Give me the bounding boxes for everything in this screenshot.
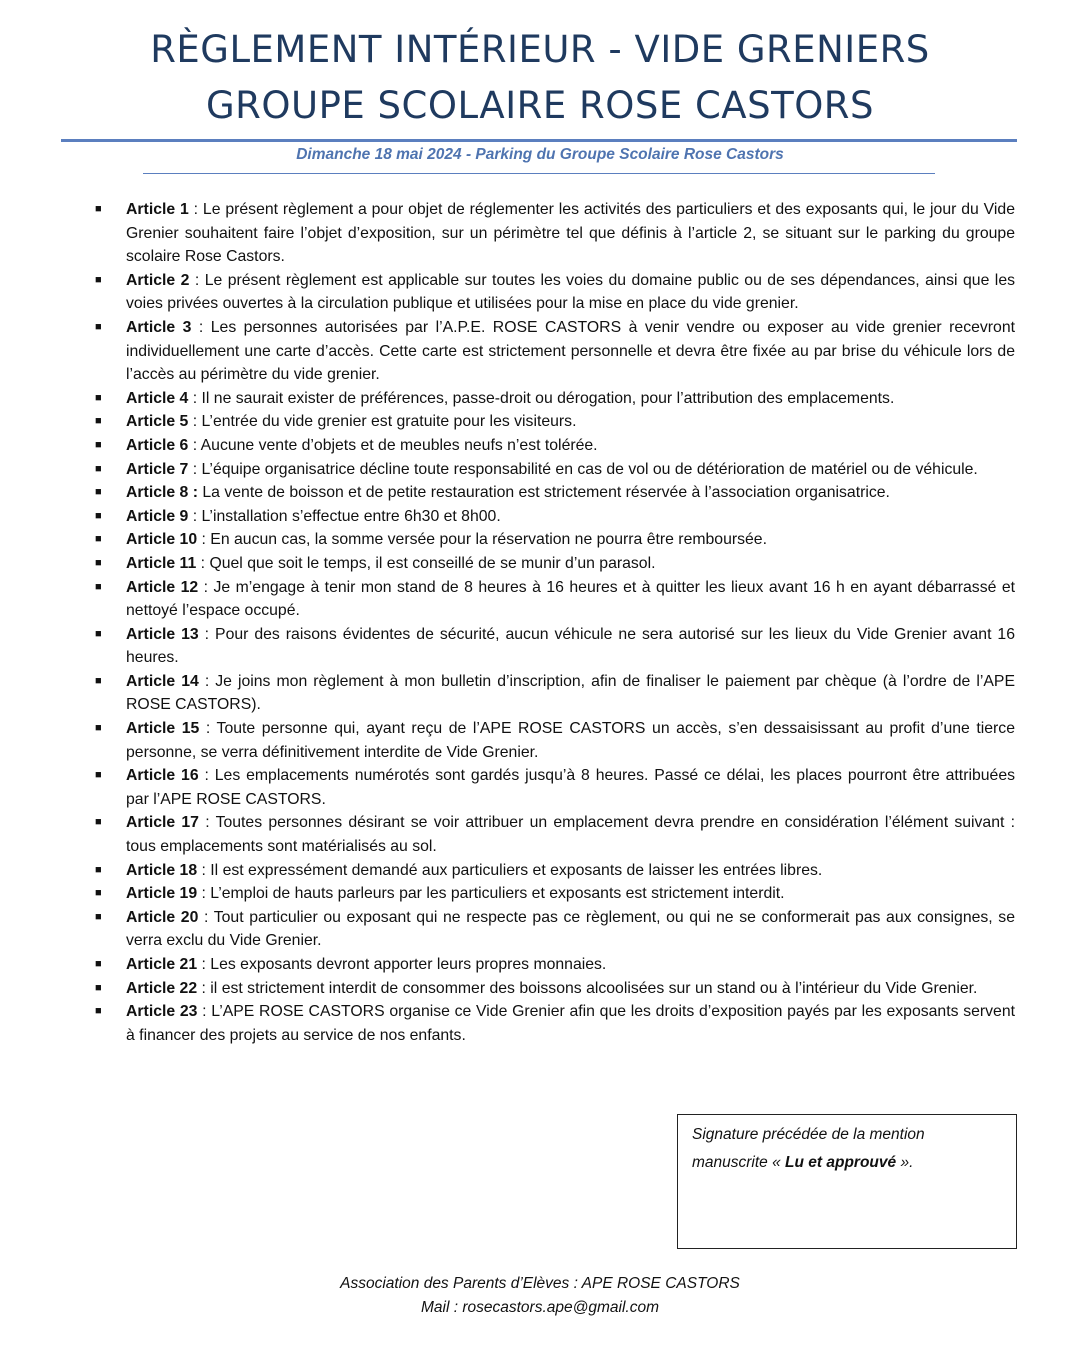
square-bullet-icon: ■ xyxy=(95,981,102,994)
article-item xyxy=(95,670,1016,717)
article-label: Article 4 xyxy=(126,389,189,407)
article-label: Article 2 xyxy=(126,271,190,289)
event-date-location-subtitle: Dimanche 18 mai 2024 - Parking du Groupe Scolaire Rose Castors xyxy=(296,146,784,163)
article-item xyxy=(95,576,1016,623)
article-item xyxy=(95,434,1015,458)
article-item xyxy=(95,458,1015,482)
signature-instruction-line-1: Signature précédée de la mention xyxy=(692,1126,925,1143)
article-text: Les personnes autorisées par l’A.P.E. ROSE CASTORS à venir vendre ou exposer au vide grenier recevront individuellement une carte d’accès. Cette carte est strictement personnelle et devra être fixée au par brise du véhicule lors de l’accès au périmètre du vide grenier. xyxy=(126,318,1015,384)
article-separator: : xyxy=(198,767,215,785)
article-item xyxy=(95,977,1015,1001)
square-bullet-icon: ■ xyxy=(95,958,102,970)
square-bullet-icon: ■ xyxy=(95,462,102,475)
article-separator: : xyxy=(191,318,211,336)
title-underline-divider xyxy=(61,139,1017,142)
article-label: Article 3 xyxy=(126,318,192,336)
article-item xyxy=(95,410,1015,434)
square-bullet-icon: ■ xyxy=(95,910,102,923)
square-bullet-icon: ■ xyxy=(95,722,102,735)
article-text: L’emploi de hauts parleurs par les particuliers et exposants est strictement interdit. xyxy=(210,885,785,903)
footer-association: Association des Parents d’Elèves : APE ROSE CASTORS xyxy=(340,1275,740,1292)
article-text: Les emplacements numérotés sont gardés jusqu’à 8 heures. Passé ce délai, les places pourront être attribuées par l’APE ROSE CASTORS. xyxy=(126,767,1015,808)
square-bullet-icon: ■ xyxy=(95,674,102,687)
article-text: Il ne saurait exister de préférences, passe-droit ou dérogation, pour l’attribution des emplacements. xyxy=(201,389,895,407)
article-separator: : xyxy=(198,814,216,832)
square-bullet-icon: ■ xyxy=(95,533,102,546)
article-label: Article 15 xyxy=(126,720,200,738)
article-text: L’installation s’effectue entre 6h30 et 8h00. xyxy=(201,507,501,525)
article-item xyxy=(95,623,1015,670)
article-label: Article 13 xyxy=(126,625,199,643)
square-bullet-icon: ■ xyxy=(95,580,102,593)
article-separator: : xyxy=(188,460,202,478)
article-item xyxy=(95,1000,1016,1047)
article-label: Article 21 xyxy=(126,956,198,973)
article-label: Article 8 : xyxy=(126,484,198,502)
article-separator: : xyxy=(189,271,205,289)
square-bullet-icon: ■ xyxy=(95,391,102,404)
article-text: Toute personne qui, ayant reçu de l’APE ROSE CASTORS un accès, s’en dessaisissant au profit d’une tierce personne, se verra définitivement interdite de Vide Grenier. xyxy=(126,720,1015,761)
article-separator: : xyxy=(198,625,216,643)
article-separator: : xyxy=(188,436,201,454)
subtitle-divider xyxy=(143,173,935,174)
article-item xyxy=(95,717,1015,764)
article-text: Quel que soit le temps, il est conseillé de se munir d’un parasol. xyxy=(209,554,656,572)
article-label: Article 9 xyxy=(126,507,189,525)
article-text: Il est expressément demandé aux particuliers et exposants de laisser les entrées libres. xyxy=(210,861,823,879)
signature-suffix: ». xyxy=(896,1154,914,1171)
article-item xyxy=(95,387,1015,411)
article-item xyxy=(95,882,1015,906)
article-text: L’entrée du vide grenier est gratuite pour les visiteurs. xyxy=(201,413,577,431)
square-bullet-icon: ■ xyxy=(95,769,102,782)
article-item xyxy=(95,505,1015,529)
article-separator: : xyxy=(197,1003,212,1021)
article-text: Je m’engage à tenir mon stand de 8 heures à 16 heures et à quitter les lieux avant 16 h en ayant débarrassé et nettoyé l’espace occupé. xyxy=(126,578,1016,620)
article-label: Article 23 xyxy=(126,1003,198,1021)
footer-email: Mail : rosecastors.ape@gmail.com xyxy=(421,1299,659,1316)
article-label: Article 10 xyxy=(126,531,198,549)
article-label: Article 11 xyxy=(126,554,197,572)
square-bullet-icon: ■ xyxy=(95,509,102,522)
article-label: Article 20 xyxy=(126,908,199,926)
square-bullet-icon: ■ xyxy=(95,887,102,900)
article-item xyxy=(95,316,1015,387)
article-label: Article 12 xyxy=(126,578,199,596)
article-separator: : xyxy=(197,979,211,997)
square-bullet-icon: ■ xyxy=(95,486,102,499)
article-separator: : xyxy=(197,885,211,903)
article-label: Article 16 xyxy=(126,767,199,785)
square-bullet-icon: ■ xyxy=(95,1005,102,1018)
article-text: Toutes personnes désirant se voir attribuer un emplacement devra prendre en considération l’élément suivant : tous emplacements sont matérialisés au sol. xyxy=(126,814,1016,856)
article-text: La vente de boisson et de petite restauration est strictement réservée à l’association organisatrice. xyxy=(202,484,890,502)
square-bullet-icon: ■ xyxy=(95,816,102,829)
square-bullet-icon: ■ xyxy=(95,273,102,286)
article-item xyxy=(95,906,1015,953)
article-label: Article 14 xyxy=(126,672,199,690)
article-separator: : xyxy=(188,389,202,407)
square-bullet-icon: ■ xyxy=(95,556,102,569)
article-separator: : xyxy=(196,554,210,572)
document-title-line-1: RÈGLEMENT INTÉRIEUR - VIDE GRENIERS xyxy=(150,28,930,71)
signature-prefix: manuscrite « xyxy=(692,1154,786,1171)
signature-instruction-line-2 xyxy=(692,1149,1002,1177)
article-text: il est strictement interdit de consommer des boissons alcoolisées sur un stand ou à l’intérieur du Vide Grenier. xyxy=(210,979,978,997)
document-title-line-2: GROUPE SCOLAIRE ROSE CASTORS xyxy=(205,84,875,127)
articles-list xyxy=(95,198,1016,1047)
article-item xyxy=(95,811,1016,858)
article-label: Article 19 xyxy=(126,885,198,903)
article-item xyxy=(95,764,1015,811)
article-label: Article 18 xyxy=(126,861,198,879)
article-separator: : xyxy=(197,956,211,973)
signature-read-approved: Lu et approuvé xyxy=(785,1154,897,1171)
article-text: Le présent règlement est applicable sur toutes les voies du domaine public ou de ses dépendances, ainsi que les voies privées ouvertes à la circulation publique et utilisées pour la mise en place du vide grenier. xyxy=(126,271,1015,313)
article-separator: : xyxy=(197,861,211,879)
article-label: Article 5 xyxy=(126,413,189,431)
article-item xyxy=(95,953,1015,977)
article-separator: : xyxy=(198,578,214,596)
square-bullet-icon: ■ xyxy=(95,627,102,640)
article-label: Article 1 xyxy=(126,201,189,218)
article-text: Les exposants devront apporter leurs propres monnaies. xyxy=(210,956,607,973)
article-label: Article 7 xyxy=(126,460,189,478)
square-bullet-icon: ■ xyxy=(95,438,102,451)
article-item xyxy=(95,552,1015,576)
article-text: En aucun cas, la somme versée pour la réservation ne pourra être remboursée. xyxy=(210,531,767,549)
article-separator: : xyxy=(199,720,217,738)
article-text: L’APE ROSE CASTORS organise ce Vide Grenier afin que les droits d’exposition payés par les exposants servent à financer des projets au service de nos enfants. xyxy=(126,1003,1016,1044)
article-separator: : xyxy=(188,201,203,218)
article-text: L’équipe organisatrice décline toute responsabilité en cas de vol ou de détérioration de matériel ou de véhicule. xyxy=(201,460,978,478)
square-bullet-icon: ■ xyxy=(95,203,102,215)
article-item xyxy=(95,269,1015,316)
square-bullet-icon: ■ xyxy=(95,320,102,333)
square-bullet-icon: ■ xyxy=(95,863,102,876)
article-separator: : xyxy=(188,507,202,525)
article-text: Le présent règlement a pour objet de réglementer les activités des particuliers et des exposants qui, le jour du Vide Grenier souhaitent faire l’objet d’exposition, sur un périmètre tel que définis à l’article 2, se situant sur le parking du groupe scolaire Rose Castors. xyxy=(126,201,1015,266)
article-separator: : xyxy=(197,531,211,549)
article-text: Aucune vente d’objets et de meubles neufs n’est tolérée. xyxy=(200,436,598,454)
article-text: Je joins mon règlement à mon bulletin d’inscription, afin de finaliser le paiement par chèque (à l’ordre de l’APE ROSE CASTORS). xyxy=(126,672,1016,714)
article-separator: : xyxy=(198,908,214,926)
article-item xyxy=(95,198,1015,269)
article-label: Article 6 xyxy=(126,436,189,454)
article-separator: : xyxy=(198,672,216,690)
article-item xyxy=(95,859,1015,883)
article-label: Article 17 xyxy=(126,814,199,832)
square-bullet-icon: ■ xyxy=(95,415,102,428)
article-text: Pour des raisons évidentes de sécurité, aucun véhicule ne sera autorisé sur les lieux du Vide Grenier avant 16 heures. xyxy=(126,625,1015,667)
article-item xyxy=(95,528,1015,552)
article-item xyxy=(95,481,1015,505)
article-separator: : xyxy=(188,413,202,431)
article-text: Tout particulier ou exposant qui ne respecte pas ce règlement, ou qui ne se conformerait pas aux consignes, se verra exclu du Vide Grenier. xyxy=(126,908,1015,950)
article-label: Article 22 xyxy=(126,979,198,997)
signature-box xyxy=(677,1114,1017,1249)
